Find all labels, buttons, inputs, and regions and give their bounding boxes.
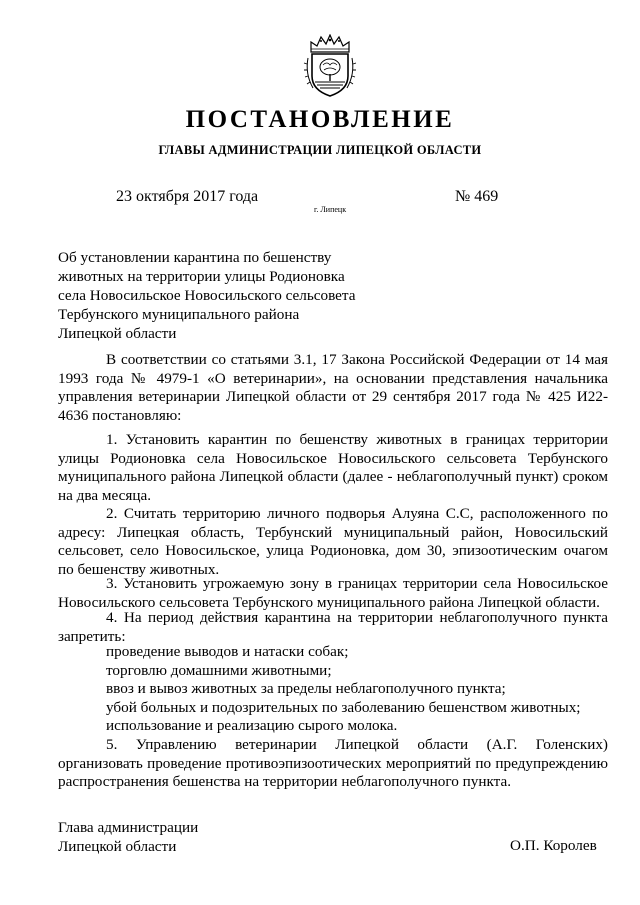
signatory-name: О.П. Королев (510, 837, 597, 854)
item-4-line: запретить: (58, 627, 126, 645)
item-5-line: организовать проведение противоэпизоотических мероприятий по предупреждению (58, 754, 608, 772)
item-5-line: распространения бешенства на территории неблагополучного пункта. (58, 773, 511, 791)
item-1-line: муниципального района Липецкой области (далее - неблагополучный пункт) сроком (58, 468, 608, 486)
preamble-paragraph (58, 351, 608, 425)
item-3-paragraph (58, 575, 608, 612)
document-title: ПОСТАНОВЛЕНИЕ (185, 106, 455, 133)
item-2-line: адресу: Липецкая область, Тербунский муниципальный район, Новосильский (58, 523, 608, 541)
prohibitions-list (58, 643, 608, 736)
document-city: г. Липецк (314, 205, 347, 214)
preamble-line: управления ветеринарии Липецкой области от 29 сентября 2017 года № 425 И22- (58, 388, 608, 406)
item-2-paragraph (58, 505, 608, 579)
preamble-line: 4636 постановляю: (58, 406, 182, 424)
item-4-line: 4. На период действия карантина на территории неблагополучного пункта (106, 609, 608, 626)
document-date: 23 октября 2017 года (116, 188, 259, 205)
subject-line: животных на территории улицы Родионовка (58, 268, 345, 285)
item-1-line: 1. Установить карантин по бешенству животных в границах территории (106, 431, 608, 448)
prohibition-item: ввоз и вывоз животных за пределы неблагополучного пункта; (106, 680, 506, 698)
item-4-paragraph (58, 609, 608, 646)
item-1-paragraph (58, 431, 608, 505)
item-2-line: по бешенству животных. (58, 560, 220, 578)
item-1-line: улицы Родионовка села Новосильское Новосильского сельсовета Тербунского (58, 449, 608, 467)
signatory-position (58, 818, 198, 856)
subject-line: Тербунского муниципального района (58, 306, 300, 323)
item-2-line: сельсовет, село Новосильское, улица Родионовка, дом 30, эпизоотическим очагом (58, 542, 608, 560)
document-number: № 469 (455, 188, 499, 205)
item-1-line: на два месяца. (58, 486, 152, 504)
item-5-paragraph (58, 736, 608, 792)
item-5-line: 5. Управлению ветеринарии Липецкой области (А.Г. Голенских) (106, 736, 608, 753)
signatory-position-line: Липецкой области (58, 838, 177, 855)
prohibition-item: торговлю домашними животными; (106, 661, 332, 679)
item-3-line: 3. Установить угрожаемую зону в границах территории села Новосильское (106, 575, 608, 592)
subject-line: села Новосильское Новосильского сельсовета (58, 287, 356, 304)
prohibition-item: проведение выводов и натаски собак; (106, 643, 349, 660)
subject-line: Об установлении карантина по бешенству (58, 249, 332, 266)
preamble-line: 1993 года № 4979-1 «О ветеринарии», на основании представления начальника (58, 369, 608, 387)
subject-line: Липецкой области (58, 325, 177, 342)
item-2-line: 2. Считать территорию личного подворья Алуяна С.С, расположенного по (106, 505, 608, 522)
coat-of-arms-icon (303, 34, 357, 98)
item-3-line: Новосильского сельсовета Тербунского муниципального района Липецкой области. (58, 593, 600, 611)
document-subtitle: ГЛАВЫ АДМИНИСТРАЦИИ ЛИПЕЦКОЙ ОБЛАСТИ (158, 143, 482, 157)
prohibition-item: убой больных и подозрительных по заболеванию бешенством животных; (106, 698, 581, 716)
signatory-position-line: Глава администрации (58, 819, 199, 836)
preamble-line: В соответствии со статьями 3.1, 17 Закона Российской Федерации от 14 мая (106, 351, 608, 368)
prohibition-item: использование и реализацию сырого молока. (106, 717, 398, 735)
document-subject (58, 248, 355, 343)
